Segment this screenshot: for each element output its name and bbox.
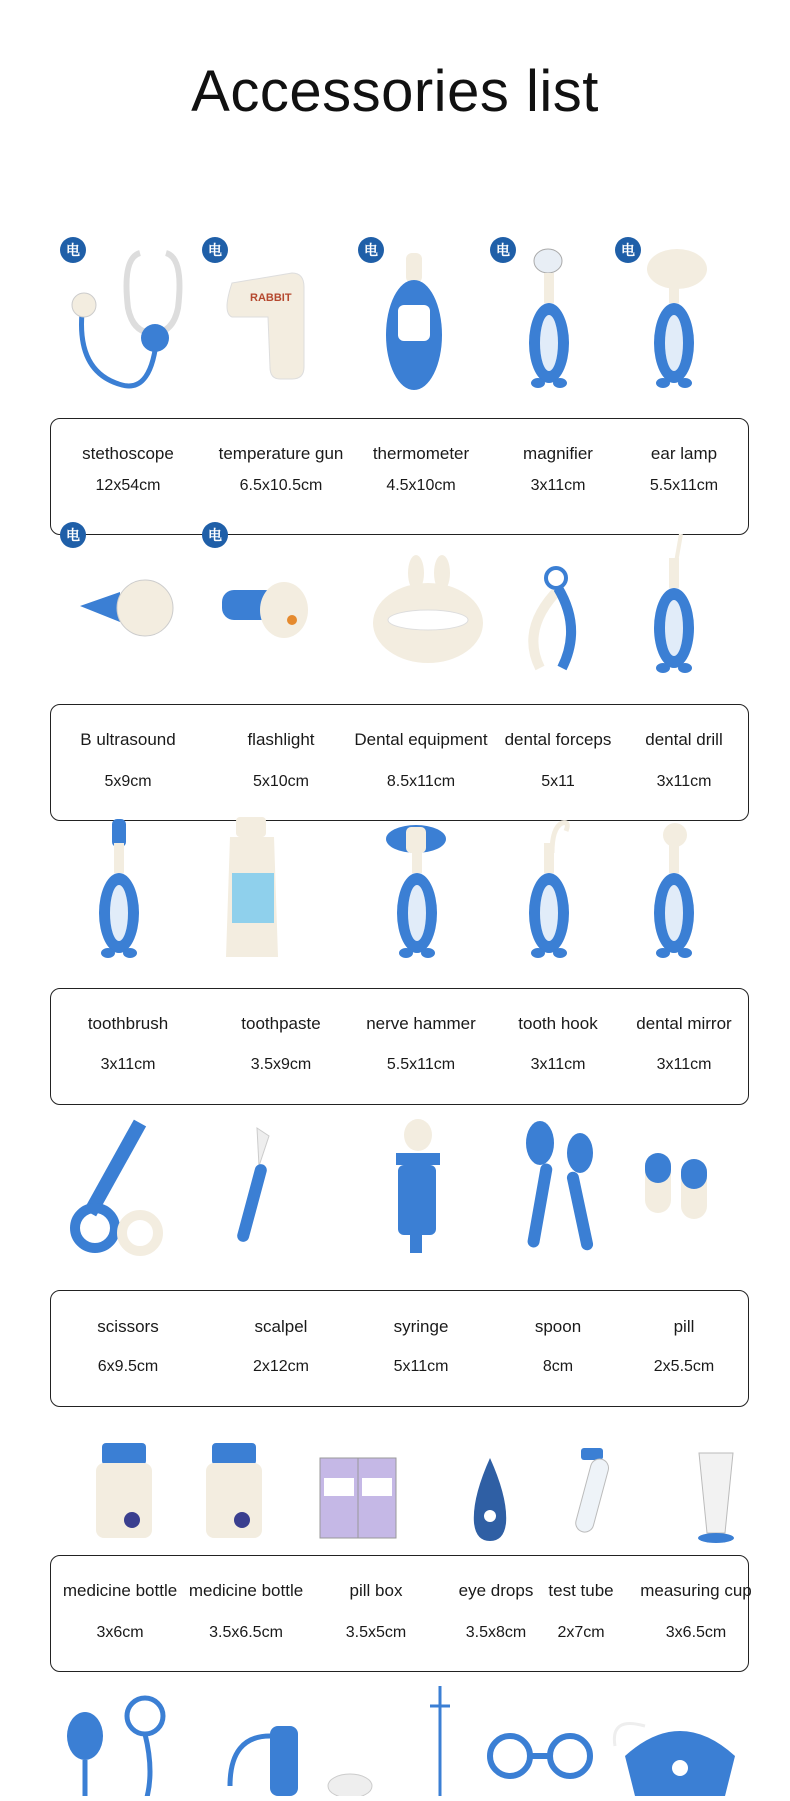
item-name: dental drill [645,730,723,749]
item-name: magnifier [523,444,593,463]
item-size: 8cm [542,1358,574,1375]
item-name: test tube [548,1581,614,1600]
item-size: 12x54cm [95,477,161,494]
item-size: 5.5x11cm [649,477,719,494]
item-label [346,1291,496,1406]
item-size: 2x7cm [557,1624,605,1641]
item-images-row-4 [0,1095,790,1270]
face-mask-icon [605,1676,755,1801]
item-label [206,989,356,1104]
item-name: tooth hook [518,1014,598,1033]
item-name: medicine bottle [188,1581,304,1600]
item-name: eye drops [458,1581,534,1600]
item-size: 3x11cm [656,773,712,790]
item-size: 3x11cm [656,1056,712,1073]
item-label [346,989,496,1104]
item-image [535,1390,655,1565]
item-name: medicine bottle [62,1581,178,1600]
item-image [180,1390,300,1565]
item-name: temperature gun [218,444,344,463]
item-image [202,510,322,685]
item-size: 6x9.5cm [97,1358,159,1375]
item-image [358,1095,478,1270]
item-image [60,1095,180,1270]
item-size: 6.5x10.5cm [239,477,323,494]
item-label [171,1556,321,1671]
item-image [60,225,180,400]
iv-stand-icon [420,1676,460,1801]
item-name: ear lamp [650,444,718,463]
electric-badge-icon: 电 [202,237,228,263]
item-image [358,225,478,400]
item-size: 5x10cm [252,773,310,790]
item-label-box [50,1555,752,1672]
item-size: 3.5x8cm [465,1624,527,1641]
item-name: Dental equipment [354,730,488,749]
item-name: thermometer [372,444,470,463]
item-label [609,1291,759,1406]
electric-badge-icon: 电 [358,237,384,263]
item-image [70,1390,190,1565]
item-size: 3.5x9cm [250,1056,312,1073]
item-label [621,1556,771,1671]
item-image [665,1390,785,1565]
item-images-row-1 [0,225,790,400]
item-label [609,989,759,1104]
item-image [615,1095,735,1270]
item-name: pill [673,1317,695,1336]
item-image [300,1390,420,1565]
item-name: scissors [97,1317,159,1336]
item-image [358,510,478,685]
item-size: 3.5x5cm [345,1624,407,1641]
item-image [358,795,478,970]
electric-badge-icon: 电 [615,237,641,263]
item-name: spoon [534,1317,582,1336]
item-image [490,795,610,970]
item-size: 3x11cm [100,1056,156,1073]
svg-text:RABBIT: RABBIT [250,292,292,304]
oxygen-tank-icon [220,1676,380,1801]
item-name: stethoscope [82,444,174,463]
item-label [206,1291,356,1406]
item-images-row-2 [0,510,790,685]
item-label-box [50,988,749,1105]
item-image [60,795,180,970]
item-image [60,510,180,685]
item-size: 3x6.5cm [665,1624,727,1641]
electric-badge-icon: 电 [490,237,516,263]
item-image [615,510,735,685]
item-size: 3x11cm [530,477,586,494]
item-image [202,795,322,970]
item-size: 2x5.5cm [653,1358,715,1375]
item-name: syringe [393,1317,449,1336]
item-name: toothpaste [241,1014,321,1033]
item-size: 8.5x11cm [386,773,456,790]
item-name: B ultrasound [80,730,176,749]
item-label [53,1291,203,1406]
item-image [490,510,610,685]
item-image [202,225,322,400]
item-image [615,795,735,970]
item-images-row-3 [0,795,790,970]
electric-badge-icon: 电 [60,522,86,548]
item-size: 4.5x10cm [386,477,456,494]
item-image [615,225,735,400]
item-image [490,1095,610,1270]
item-name: measuring cup [640,1581,752,1600]
item-name: pill box [349,1581,403,1600]
item-images-row-5 [0,1390,790,1565]
item-name: scalpel [254,1317,308,1336]
item-size: 2x12cm [252,1358,310,1375]
item-size: 3x11cm [530,1056,586,1073]
page-title: Accessories list [191,59,599,124]
item-image [202,1095,322,1270]
blood-pressure-bulb-icon [55,1676,175,1801]
item-name: dental mirror [636,1014,732,1033]
electric-badge-icon: 电 [202,522,228,548]
item-size: 5x9cm [104,773,152,790]
item-size: 5.5x11cm [386,1056,456,1073]
item-size: 3.5x6.5cm [209,1624,283,1641]
item-name: nerve hammer [366,1014,476,1033]
item-name: toothbrush [87,1014,169,1033]
item-name: dental forceps [504,730,612,749]
item-size: 5x11cm [393,1358,449,1375]
item-size: 3x6cm [96,1624,144,1641]
glasses-icon [470,1676,610,1801]
item-size: 5x11 [541,773,575,790]
item-name: flashlight [247,730,315,749]
item-label [53,989,203,1104]
item-image [490,225,610,400]
electric-badge-icon: 电 [60,237,86,263]
